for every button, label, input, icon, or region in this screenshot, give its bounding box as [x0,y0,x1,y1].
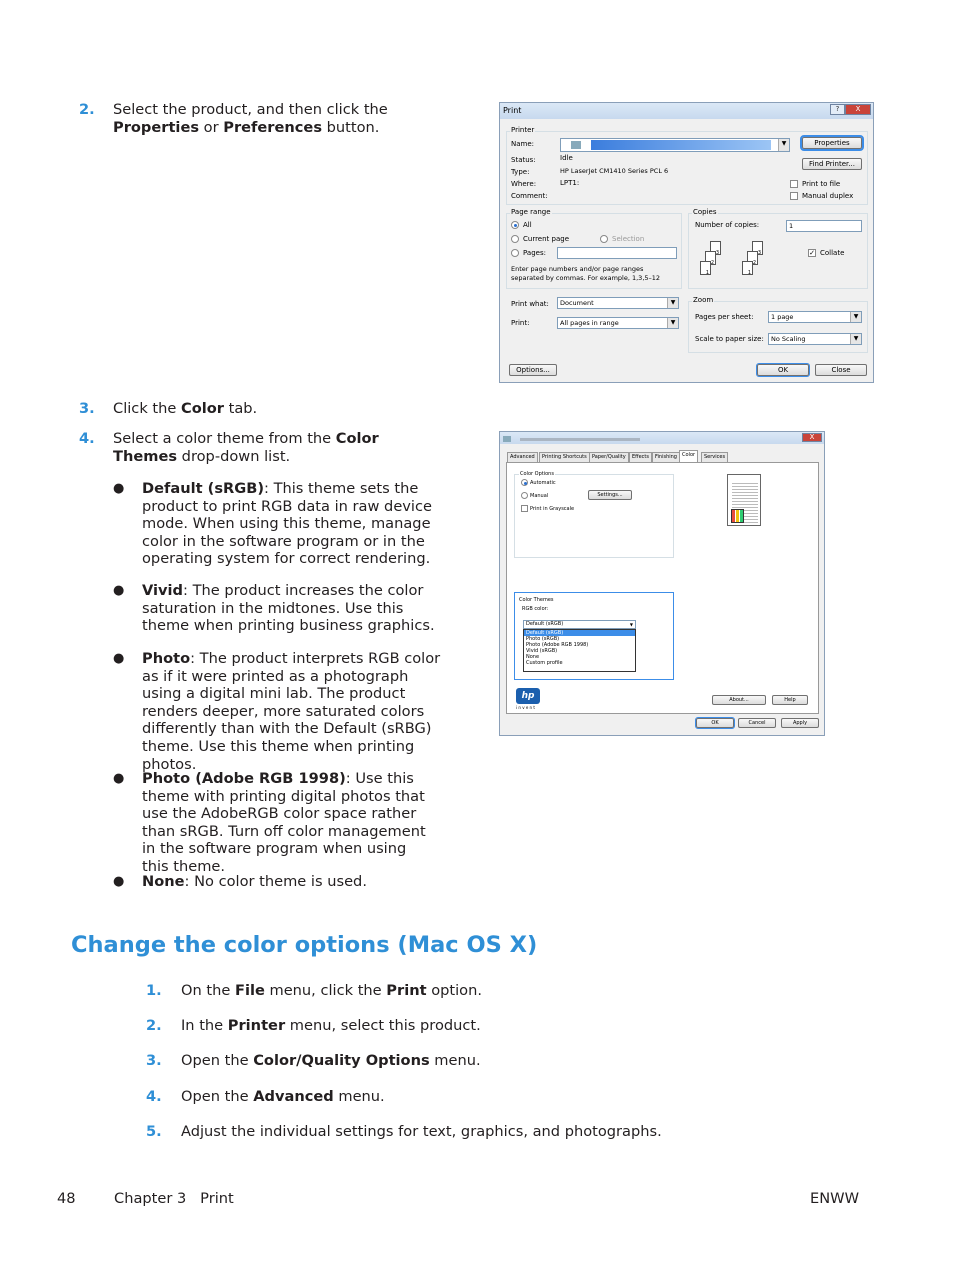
footer-chapter: Chapter 3 Print [114,1190,234,1207]
printer-icon [571,141,581,149]
step-text: On the File menu, click the Print option. [181,982,482,999]
tab-services[interactable]: Services [701,452,728,462]
chevron-down-icon[interactable]: ▼ [667,318,678,328]
chevron-down-icon[interactable]: ▼ [667,298,678,308]
automatic-label: Automatic [530,480,556,486]
printer-name-highlight [591,140,771,150]
step-number: 2. [79,101,95,118]
dropdown-option[interactable]: None [526,654,540,660]
dropdown-option[interactable]: Photo (Adobe RGB 1998) [526,642,589,648]
step-text: Adjust the individual settings for text, graphics, and photographs. [181,1123,662,1140]
step-number: 4. [146,1088,162,1105]
hp-invent-label: i n v e n t [516,705,535,710]
pages-radio[interactable] [511,249,519,257]
printer-name-select[interactable] [560,138,790,152]
dropdown-option[interactable]: Custom profile [526,660,563,666]
apply-button[interactable]: Apply [781,718,819,728]
pages-input[interactable] [557,247,677,259]
collate-label: Collate [820,249,845,257]
help-icon[interactable]: ? [830,104,845,115]
chevron-down-icon[interactable]: ▼ [850,334,861,344]
range-hint-line1: Enter page numbers and/or page ranges [511,265,644,273]
options-button[interactable]: Options... [509,364,557,376]
tab-printing-shortcuts[interactable]: Printing Shortcuts [539,452,590,462]
grayscale-label: Print in Grayscale [530,506,575,512]
footer-enww: ENWW [810,1190,859,1207]
all-label: All [523,221,532,229]
pages-label: Pages: [523,249,546,257]
color-options-label: Color Options [520,471,554,477]
current-page-radio[interactable] [511,235,519,243]
ok-button[interactable]: OK [757,364,809,376]
bullet-dot-icon: ● [113,481,125,496]
printer-group-label: Printer [511,126,535,134]
grayscale-checkbox[interactable] [521,505,528,512]
manual-radio[interactable] [521,492,528,499]
automatic-radio[interactable] [521,479,528,486]
color-properties-dialog [499,431,825,736]
num-copies-label: Number of copies: [695,221,760,229]
print-what-label: Print what: [511,300,549,308]
scale-select[interactable]: No Scaling ▼ [768,333,862,345]
color-options-group [514,474,674,558]
page-icon: 1 [700,261,711,275]
step-text: Select a color theme from the Color Themes drop-down list. [113,430,379,465]
copies-input[interactable]: 1 [786,220,862,232]
bullet-dot-icon: ● [113,771,125,786]
bullet-text: Photo: The product interprets RGB color as if it were printed as a photograph using a digital mini lab. The product renders deeper, more saturated colors differently than with the Default (sRBG) theme. Use this theme when printing photos. [142,650,441,773]
type-value: HP LaserJet CM1410 Series PCL 6 [560,167,669,175]
step-text: Open the Advanced menu. [181,1088,385,1105]
tab-finishing[interactable]: Finishing [652,452,680,462]
bullet-text: None: No color theme is used. [142,873,367,890]
name-label: Name: [511,140,535,148]
comment-label: Comment: [511,192,548,200]
printer-icon [503,436,511,442]
collate-checkbox[interactable]: ✓ [809,249,815,257]
page-icon: 2 [705,251,716,265]
type-label: Type: [511,168,530,176]
bullet-text: Default (sRGB): This theme sets the product to print RGB data in raw device mode. When using this theme, manage color in the software program or in the operating system for correct rendering. [142,480,432,568]
print-what-select[interactable]: Document ▼ [557,297,679,309]
hp-logo: hp [516,688,540,704]
bullet-text: Photo (Adobe RGB 1998): Use this theme with printing digital photos that use the AdobeRGB color space rather than sRGB. Turn off color management in the software program when using this theme. [142,770,426,875]
pages-per-sheet-select[interactable]: 1 page ▼ [768,311,862,323]
bullet-dot-icon: ● [113,583,125,598]
color-themes-label: Color Themes [519,597,554,603]
page-range-label: Page range [511,208,551,216]
footer-page-number: 48 [57,1190,76,1207]
selection-label: Selection [612,235,645,243]
dropdown-option[interactable]: Default (sRGB) [524,630,635,636]
chevron-down-icon[interactable]: ▼ [778,139,789,151]
print-dialog [499,102,874,383]
copies-label: Copies [693,208,717,216]
help-button[interactable]: Help [772,695,808,705]
step-text: Click the Color tab. [113,400,258,417]
where-label: Where: [511,180,537,188]
manual-label: Manual [530,493,549,499]
current-page-label: Current page [523,235,569,243]
preview-chart-icon [731,509,744,523]
step-text: In the Printer menu, select this product. [181,1017,481,1034]
rgb-color-select[interactable]: Default (sRGB) ▼ [523,620,636,629]
status-value: Idle [560,154,573,162]
step-number: 3. [146,1052,162,1069]
page-icon: 3 [752,241,763,255]
dialog-titlebar [500,432,824,444]
print-to-file-label: Print to file [802,180,841,188]
step-number: 2. [146,1017,162,1034]
rgb-color-label: RGB color: [522,606,549,612]
section-title: Change the color options (Mac OS X) [71,932,538,958]
find-printer-button[interactable]: Find Printer... [802,158,862,170]
manual-duplex-checkbox[interactable] [790,192,798,200]
rgb-color-dropdown-list [523,629,636,672]
scale-label: Scale to paper size: [695,335,764,343]
print-label: Print: [511,319,530,327]
step-number: 1. [146,982,162,999]
dropdown-option[interactable]: Vivid (sRGB) [526,648,558,654]
page-icon: 1 [742,261,753,275]
cancel-button[interactable]: Cancel [738,718,776,728]
settings-button[interactable]: Settings... [588,490,632,500]
chevron-down-icon[interactable]: ▼ [850,312,861,322]
status-label: Status: [511,156,536,164]
where-value: LPT1: [560,179,580,187]
selection-radio[interactable] [600,235,608,243]
step-text: Open the Color/Quality Options menu. [181,1052,481,1069]
zoom-label: Zoom [693,296,714,304]
all-radio[interactable] [511,221,519,229]
tab-color[interactable]: Color [679,450,698,462]
window-buttons [830,104,871,116]
bullet-dot-icon: ● [113,874,125,889]
manual-duplex-label: Manual duplex [802,192,854,200]
pages-per-sheet-label: Pages per sheet: [695,313,754,321]
preview-page [727,474,761,526]
range-hint-line2: separated by commas. For example, 1,3,5–12 [511,274,661,282]
bullet-dot-icon: ● [113,651,125,666]
dropdown-option[interactable]: Photo (sRGB) [526,636,560,642]
zoom-group [688,301,868,353]
close-icon[interactable]: X [802,433,822,442]
step-number: 5. [146,1123,162,1140]
step-number: 3. [79,400,95,417]
tab-advanced[interactable]: Advanced [507,452,538,462]
chevron-down-icon[interactable]: ▼ [629,622,633,627]
tab-paper-quality[interactable]: Paper/Quality [589,452,629,462]
print-to-file-checkbox[interactable] [790,180,798,188]
tab-effects[interactable]: Effects [629,452,652,462]
properties-button[interactable]: Properties [802,137,862,149]
window-buttons [802,433,822,442]
dialog-titlebar: Print [500,103,873,119]
about-button[interactable]: About... [712,695,766,705]
step-text: Select the product, and then click the Properties or Preferences button. [113,101,388,136]
page-icon: 2 [747,251,758,265]
ok-button[interactable]: OK [696,718,734,728]
step-number: 4. [79,430,95,447]
close-button[interactable]: Close [815,364,867,376]
print-select[interactable]: All pages in range ▼ [557,317,679,329]
title-blur [520,438,640,441]
page-icon: 3 [710,241,721,255]
close-icon[interactable]: X [845,104,871,115]
bullet-text: Vivid: The product increases the color saturation in the midtones. Use this theme when printing business graphics. [142,582,435,635]
